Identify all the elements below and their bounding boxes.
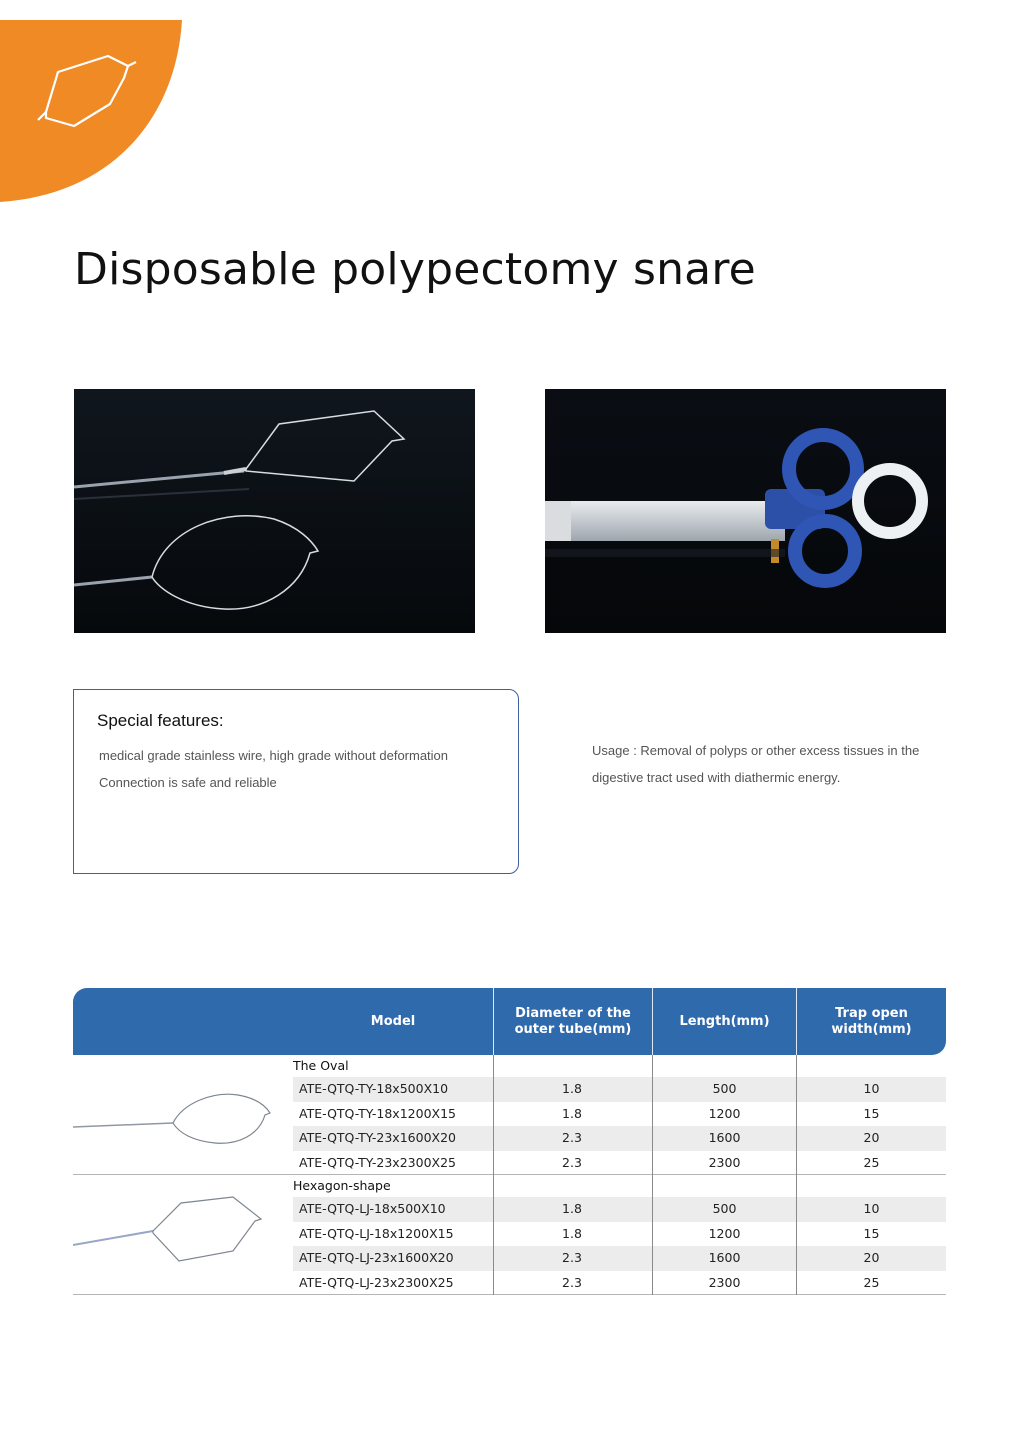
cell-diameter: 1.8 (562, 1081, 582, 1096)
header-length: Length(mm) (679, 1013, 770, 1029)
table-row (293, 1126, 946, 1151)
cell-length: 1600 (708, 1250, 741, 1265)
cell-length: 2300 (708, 1274, 741, 1290)
table-row (293, 1222, 946, 1247)
cell-length: 500 (712, 1081, 737, 1096)
table-row (293, 1151, 946, 1176)
group-oval (73, 1055, 946, 1175)
cell-width: 25 (863, 1154, 880, 1170)
cell-diameter: 1.8 (562, 1201, 582, 1216)
cell-length: 2300 (708, 1154, 741, 1170)
feature-item: Connection is safe and reliable (99, 775, 277, 790)
table-bottom-rule (73, 1294, 946, 1295)
group-label-oval: The Oval (293, 1058, 349, 1073)
cell-model: ATE-QTQ-TY-18x500X10 (299, 1081, 449, 1096)
oval-snare-thumbnail (73, 1083, 283, 1153)
cell-model: ATE-QTQ-LJ-23x1600X20 (299, 1250, 454, 1265)
usage-line-1: Usage : Removal of polyps or other excess tissues in the (592, 743, 920, 758)
hexagon-snare-thumbnail (73, 1195, 283, 1269)
cell-width: 20 (863, 1250, 880, 1265)
header-diameter (494, 988, 652, 1055)
features-list (99, 742, 448, 796)
header-diameter-line2: outer tube(mm) (514, 1021, 632, 1037)
cell-diameter: 2.3 (562, 1154, 582, 1170)
features-heading: Special features: (97, 711, 224, 730)
usage-line-2: digestive tract used with diathermic energy. (592, 770, 841, 785)
header-trap-line1: Trap open (835, 1005, 908, 1021)
cell-width: 10 (863, 1201, 880, 1216)
cell-diameter: 2.3 (562, 1130, 582, 1145)
feature-item: medical grade stainless wire, high grade without deformation (99, 748, 449, 763)
cell-diameter: 2.3 (562, 1274, 582, 1290)
table-row (293, 1077, 946, 1102)
column-divider (652, 1055, 653, 1295)
column-divider (796, 1055, 797, 1295)
cell-length: 1600 (708, 1130, 741, 1145)
group-hexagon (73, 1175, 946, 1295)
cell-model: ATE-QTQ-TY-23x1600X20 (299, 1130, 456, 1145)
cell-width: 25 (863, 1274, 880, 1290)
column-divider (493, 1055, 494, 1295)
group-label-hexagon: Hexagon-shape (293, 1178, 391, 1193)
page-title: Disposable polypectomy snare (74, 244, 756, 295)
cell-width: 15 (863, 1105, 880, 1121)
cell-length: 500 (712, 1201, 737, 1216)
header-model: Model (370, 1013, 416, 1029)
cell-model: ATE-QTQ-TY-23x2300X25 (299, 1154, 456, 1170)
table-row (293, 1246, 946, 1271)
table-header (73, 988, 946, 1055)
snare-loops-photo (74, 389, 475, 633)
usage-text (592, 737, 952, 791)
table-row (293, 1102, 946, 1127)
table-row (293, 1271, 946, 1296)
cell-model: ATE-QTQ-LJ-18x500X10 (299, 1201, 446, 1216)
cell-model: ATE-QTQ-TY-18x1200X15 (299, 1105, 456, 1121)
corner-accent (0, 0, 182, 202)
cell-length: 1200 (708, 1105, 741, 1121)
cell-model: ATE-QTQ-LJ-18x1200X15 (299, 1225, 454, 1241)
table-row (293, 1197, 946, 1222)
cell-width: 20 (863, 1130, 880, 1145)
cell-width: 15 (863, 1225, 880, 1241)
header-trap-line2: width(mm) (831, 1021, 912, 1037)
cell-diameter: 1.8 (562, 1225, 582, 1241)
special-features-box (73, 689, 519, 874)
cell-length: 1200 (708, 1225, 741, 1241)
spec-table (73, 988, 946, 1295)
cell-model: ATE-QTQ-LJ-23x2300X25 (299, 1274, 454, 1290)
cell-width: 10 (863, 1081, 880, 1096)
cell-diameter: 1.8 (562, 1105, 582, 1121)
header-diameter-line1: Diameter of the (515, 1005, 631, 1021)
header-trap-width (797, 988, 946, 1055)
cell-diameter: 2.3 (562, 1250, 582, 1265)
snare-handle-photo (545, 389, 946, 633)
